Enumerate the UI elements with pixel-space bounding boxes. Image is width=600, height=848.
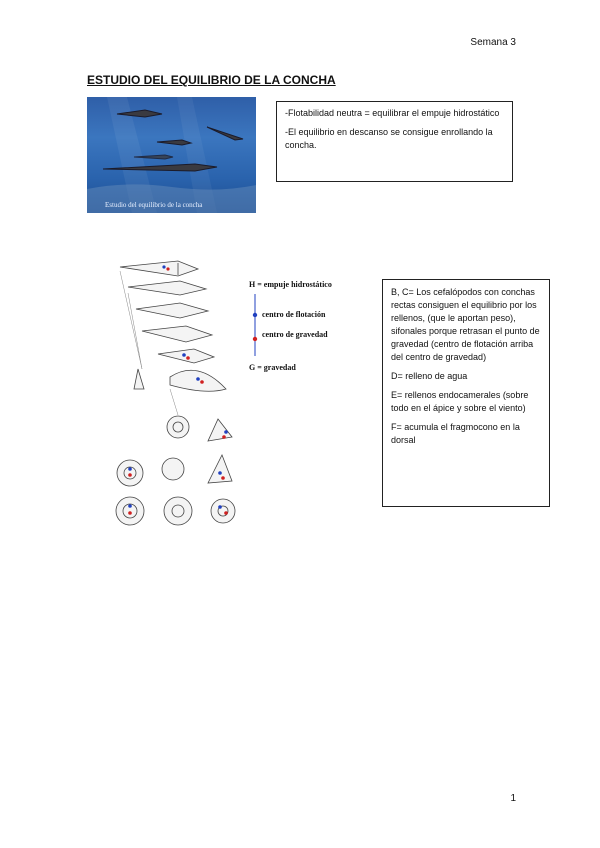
text-box-explicacion (382, 279, 550, 507)
box2-paragraph-3: E= rellenos endocamerales (sobre todo en el ápice y sobre el viento) (391, 390, 529, 413)
photo-nautiloids-underwater (87, 97, 256, 213)
photo-illustration (87, 97, 256, 213)
page-title: ESTUDIO DEL EQUILIBRIO DE LA CONCHA (87, 73, 336, 87)
cephalopod-diagrams (108, 249, 248, 531)
box2-paragraph-4: F= acumula el fragmocono en la dorsal (391, 422, 520, 445)
photo-caption: Estudio del equilibrio de la concha (105, 201, 203, 209)
text-box-flotabilidad (276, 101, 513, 182)
header-week: Semana 3 (470, 37, 516, 48)
legend-centro-gravedad: centro de gravedad (262, 330, 328, 339)
equilibrium-figure (108, 249, 248, 531)
box1-paragraph-1: -Flotabilidad neutra = equilibrar el empuje hidrostático (285, 108, 500, 118)
legend-gravedad: G = gravedad (249, 363, 296, 372)
legend-centro-flotacion: centro de flotación (262, 310, 326, 319)
box2-paragraph-2: D= relleno de agua (391, 371, 468, 381)
box2-paragraph-1: B, C= Los cefalópodos con conchas rectas consiguen el equilibrio por los rellenos, (que le aportan peso), sifonales porque retrasan el punto de gravedad (centro de flotación arriba del centro de gravedad) (391, 287, 540, 362)
legend-empuje: H = empuje hidrostático (249, 280, 332, 289)
legend-arrow (250, 292, 260, 358)
box1-paragraph-2: -El equilibrio en descanso se consigue enrollando la concha. (285, 127, 493, 150)
page-number: 1 (510, 793, 516, 804)
